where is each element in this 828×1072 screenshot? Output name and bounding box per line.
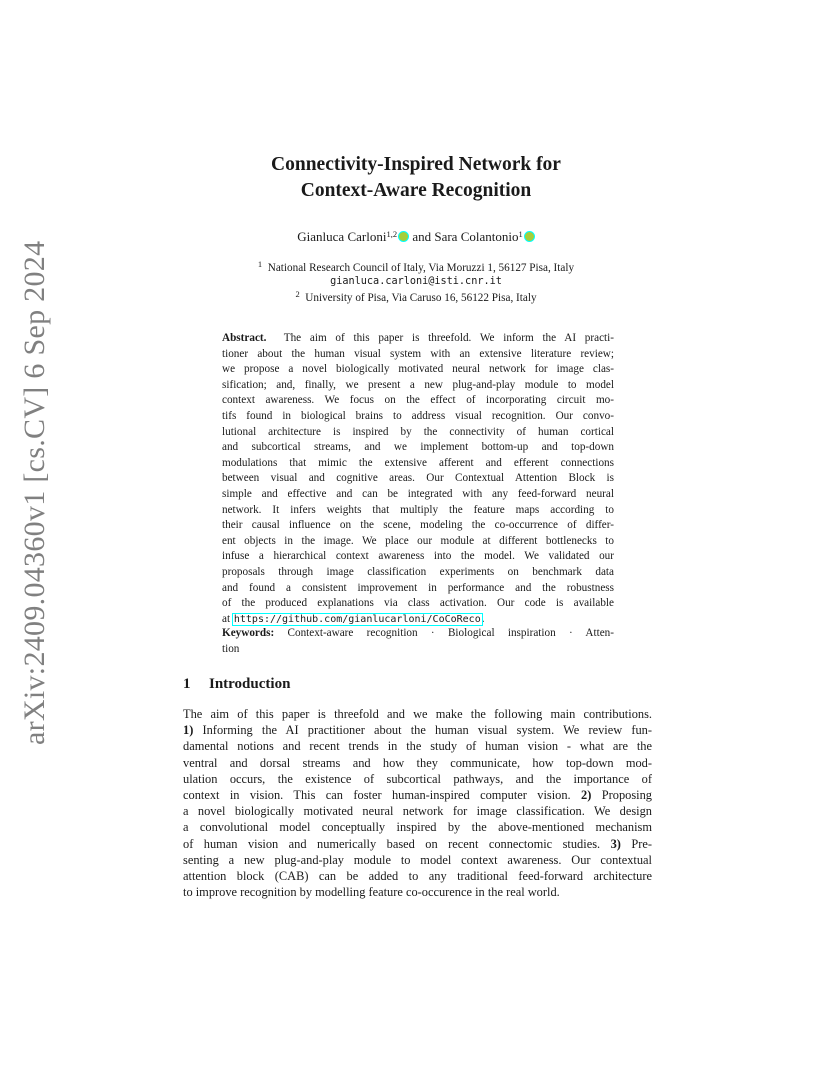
author-email — [180, 275, 652, 287]
abstract-line: infuse a hierarchical context awareness into the model. We validated our — [222, 550, 614, 563]
keywords-text: Context-aware recognition · Biological inspiration · Atten- — [287, 627, 614, 639]
intro-text: context in vision. This can foster human-inspired computer vision. — [183, 788, 582, 803]
intro-line — [183, 803, 652, 819]
intro-text: a novel biologically motivated neural network for image classification. We design — [183, 804, 652, 819]
author-conjunction: and — [412, 229, 432, 244]
abstract-line: of the produced explanations via class activation. Our code is available — [222, 597, 614, 610]
keywords — [222, 626, 614, 657]
intro-text: Informing the AI practitioner about the human visual system. We review fun- — [193, 723, 652, 738]
contribution-marker: 1) — [183, 723, 194, 738]
intro-text: of human vision and numerically based on recent connectomic studies. — [183, 836, 611, 851]
affiliation-2 — [180, 289, 652, 304]
affiliation-2-text: University of Pisa, Via Caruso 16, 56122 Pisa, Italy — [305, 292, 537, 304]
abstract-text: at — [222, 612, 231, 625]
author-1-affiliation-marker: 1,2 — [386, 229, 398, 239]
abstract-line: between visual and cognitive areas. Our Contextual Attention Block is — [222, 472, 614, 485]
section-heading — [183, 676, 290, 693]
author-2: Sara Colantonio — [434, 229, 519, 244]
affiliation-1-text: National Research Council of Italy, Via Moruzzi 1, 56127 Pisa, Italy — [267, 262, 575, 274]
intro-text: attention block (CAB) can be added to any traditional feed-forward architecture — [183, 869, 652, 884]
intro-text: Proposing — [591, 788, 652, 803]
intro-line — [183, 706, 652, 722]
intro-line — [183, 722, 652, 738]
intro-line — [183, 884, 652, 900]
section-number: 1 — [183, 676, 191, 692]
contribution-marker: 2) — [581, 788, 592, 803]
abstract-line: ent objects in the image. We place our module at different bottlenecks to — [222, 534, 614, 547]
intro-line — [183, 868, 652, 884]
code-repository-link[interactable]: https://github.com/gianlucarloni/CoCoReco — [233, 613, 481, 625]
introduction-body — [183, 706, 652, 900]
abstract-line: lutional architecture is inspired by the connectivity of human cortical — [222, 425, 614, 438]
keywords-line — [222, 626, 614, 642]
abstract-label: Abstract. — [222, 332, 267, 344]
intro-line — [183, 771, 652, 787]
keywords-label: Keywords: — [222, 627, 275, 639]
intro-line — [183, 787, 652, 803]
affiliation-1-marker: 1 — [257, 259, 263, 269]
intro-line — [183, 755, 652, 771]
author-list — [180, 229, 652, 245]
abstract-line: and subcortical streams, and we implement bottom-up and top-down — [222, 441, 614, 454]
title-line-1: Connectivity-Inspired Network for — [271, 154, 561, 175]
abstract-line: tifs found in biological brains to address visual recognition. Our convo- — [222, 409, 614, 422]
abstract-line: network. It infers weights that multiply the feature maps according to — [222, 503, 614, 516]
intro-text: ventral and dorsal streams and how they communicate, how top-down mod- — [183, 755, 652, 770]
affiliation-2-marker: 2 — [295, 289, 300, 299]
abstract-line: we propose a novel biologically motivated neural network for image clas- — [222, 363, 614, 376]
abstract-line: and found a consistent improvement in performance and the robustness — [222, 581, 614, 594]
intro-line — [183, 819, 652, 835]
intro-text: damental notions and recent trends in the study of human vision - what are the — [183, 739, 652, 754]
abstract-line: their causal influence on the scene, modeling the co-occurrence of differ- — [222, 519, 614, 532]
intro-text: a convolutional model conceptually inspired by the above-mentioned mechanism — [183, 820, 652, 835]
intro-line — [183, 836, 652, 852]
orcid-icon[interactable] — [524, 231, 535, 242]
abstract-line: simple and effective and can be integrated with any feed-forward neural — [222, 487, 614, 500]
affiliation-1 — [180, 259, 652, 274]
abstract-line — [222, 612, 614, 628]
keywords-line: tion — [222, 642, 240, 655]
intro-text: Pre- — [620, 836, 652, 851]
abstract-text: . — [481, 612, 485, 625]
author-2-affiliation-marker: 1 — [518, 229, 523, 239]
intro-text: senting a new plug-and-play module to model context awareness. Our contextual — [183, 852, 652, 867]
email-text: gianluca.carloni@isti.cnr.it — [330, 276, 502, 287]
orcid-icon[interactable] — [398, 231, 409, 242]
section-title: Introduction — [209, 676, 291, 692]
intro-text: The aim of this paper is threefold and we make the following main contributions. — [183, 707, 652, 721]
abstract-line: proposals through image classification experiments on benchmark data — [222, 565, 614, 578]
abstract-line: tioner about the human visual system with an extensive literature review; — [222, 347, 614, 360]
abstract-line: sification; and, finally, we present a new plug-and-play module to model — [222, 378, 614, 391]
paper-title — [180, 152, 652, 204]
abstract-line: modulations that mimic the extensive afferent and efferent connections — [222, 456, 614, 469]
abstract-text: The aim of this paper is threefold. We inform the AI practi- — [283, 332, 614, 344]
abstract-line: context awareness. We focus on the effect of incorporating circuit mo- — [222, 394, 614, 407]
author-1: Gianluca Carloni — [297, 229, 387, 244]
intro-text: ulation occurs, the existence of subcortical pathways, and the importance of — [183, 771, 652, 786]
title-line-2: Context-Aware Recognition — [300, 180, 532, 201]
contribution-marker: 3) — [610, 836, 621, 851]
abstract — [222, 331, 614, 627]
intro-line — [183, 738, 652, 754]
abstract-line — [222, 331, 614, 347]
intro-text: to improve recognition by modelling feature co-occurence in the real world. — [183, 885, 560, 900]
intro-line — [183, 852, 652, 868]
arxiv-identifier: arXiv:2409.04360v1 [cs.CV] 6 Sep 2024 — [18, 240, 51, 745]
